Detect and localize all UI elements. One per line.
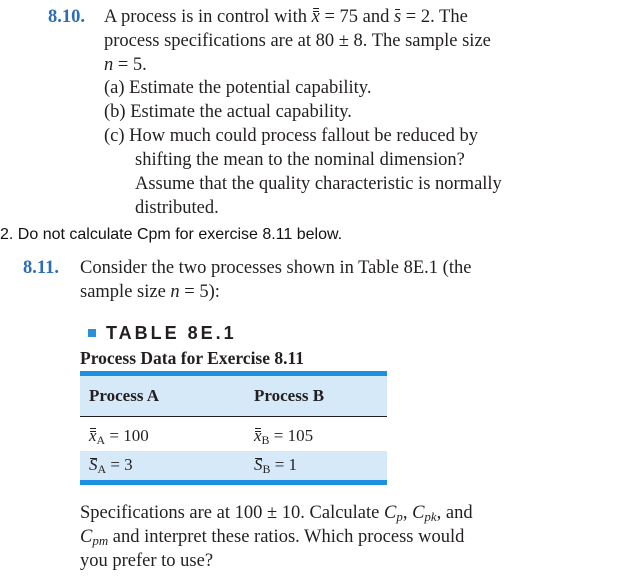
exercise-line: sample size n = 5): [80, 282, 220, 302]
table-row [80, 417, 387, 451]
part-a: (a) Estimate the potential capability. [104, 78, 372, 98]
exercise-line: Consider the two processes shown in Table 8E.1 (the [80, 258, 472, 278]
exercise-line: Specifications are at 100 ± 10. Calculate $C_p$, $C_{pk}$, and [80, 503, 473, 525]
header-process-a: Process A [89, 386, 160, 405]
table-row [80, 451, 387, 480]
table-bottom-rule [80, 480, 387, 485]
table-title: Process Data for Exercise 8.11 [80, 348, 305, 368]
s-bar: s [394, 6, 401, 30]
exercise-line: n = 5. [104, 55, 147, 75]
x-double-bar: x [312, 6, 320, 30]
process-data-table [80, 370, 387, 480]
instruction-note: 2. Do not calculate Cpm for exercise 8.11 below. [0, 226, 343, 243]
table-label: TABLE 8E.1 [88, 323, 237, 344]
cell-s-a: $S_A = 3$ [89, 455, 133, 476]
cell-s-b: $S_B = 1$ [254, 455, 298, 476]
exercise-line: A process is in control with x = 75 and s = 2. The [104, 6, 468, 30]
exercise-8-10 [0, 0, 619, 230]
exercise-line: $C_{pm}$ and interpret these ratios. Which process would [80, 527, 465, 549]
exercise-number: 8.11. [23, 258, 59, 278]
part-c: shifting the mean to the nominal dimension? [135, 150, 465, 170]
part-c: (c) How much could process fallout be reduced by [104, 126, 478, 146]
cell-mean-a: $x_A = 100$ [89, 426, 149, 447]
cell-mean-b: $x_B = 105$ [254, 426, 314, 447]
part-b: (b) Estimate the actual capability. [104, 102, 352, 122]
part-c: Assume that the quality characteristic is normally [135, 174, 502, 194]
exercise-line: process specifications are at 80 ± 8. The sample size [104, 31, 491, 51]
table-header-row [80, 376, 387, 416]
exercise-line: you prefer to use? [80, 551, 214, 571]
square-bullet-icon [88, 329, 96, 337]
part-c: distributed. [135, 198, 219, 218]
exercise-number: 8.10. [48, 7, 85, 27]
header-process-b: Process B [254, 386, 325, 405]
